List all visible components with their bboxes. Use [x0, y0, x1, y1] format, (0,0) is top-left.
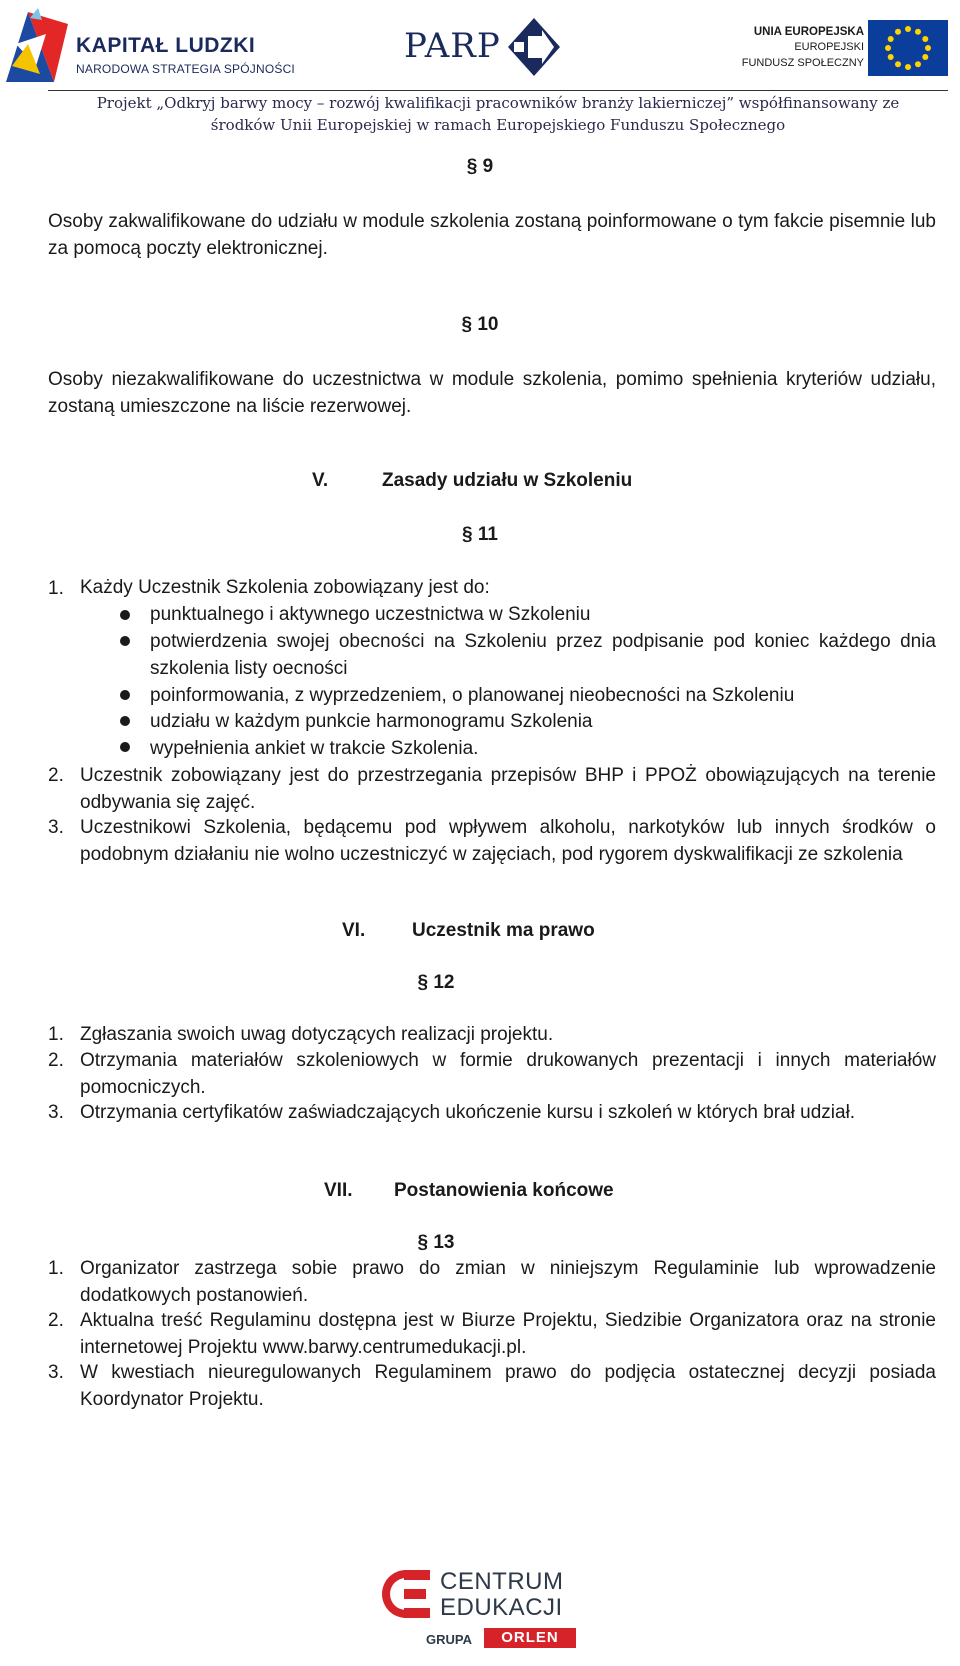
s13-item-1-text: Organizator zastrzega sobie prawo do zmian w niniejszym Regulaminie lub wprowadzenie dodatkowych postanowień.	[80, 1258, 936, 1306]
section-12-heading: § 12	[417, 972, 455, 993]
bullet-dot	[120, 742, 130, 752]
section-10-text: Osoby niezakwalifikowane do uczestnictwa w module szkolenia, pomimo spełnienia kryteriów udziału, zostaną umieszczone na liście rezerwowej.	[48, 369, 936, 417]
kapital-ludzki-emblem-icon	[6, 4, 68, 84]
bullet-dot	[120, 716, 130, 726]
s12-item-2-number: 2.	[48, 1050, 64, 1071]
s11-item-3-text: Uczestnikowi Szkolenia, będącemu pod wpływem alkoholu, narkotyków lub innych środków o podobnym działaniu nie wolno uczestniczyć w zajęciach, pod rygorem dyskwalifikacji ze szkolenia	[80, 817, 936, 865]
kapital-ludzki-subtitle: NARODOWA STRATEGIA SPÓJNOŚCI	[76, 62, 295, 76]
s12-item-3-text: Otrzymania certyfikatów zaświadczających ukończenie kursu i szkoleń w których brał udział.	[80, 1102, 856, 1123]
s13-item-1-number: 1.	[48, 1258, 64, 1279]
bullet-dot	[120, 690, 130, 700]
chapter-7-title: Postanowienia końcowe	[394, 1180, 614, 1201]
parp-wordmark: PARP	[404, 26, 501, 66]
document-header	[0, 0, 960, 90]
section-13-heading: § 13	[417, 1232, 455, 1253]
ue-line-3: FUNDUSZ SPOŁECZNY	[741, 57, 864, 69]
s11-item-2-text: Uczestnik zobowiązany jest do przestrzegania przepisów BHP i PPOŻ obowiązujących na terenie odbywania się zajęć.	[80, 765, 936, 813]
s11-item-1-number: 1.	[48, 578, 64, 599]
chapter-6-number: VI.	[342, 920, 366, 941]
s11-bullet-2: potwierdzenia swojej obecności na Szkoleniu przez podpisanie pod koniec każdego dnia szkolenia listy oecności	[150, 631, 936, 679]
chapter-5-number: V.	[312, 470, 329, 491]
s11-bullet-5: wypełnienia ankiet w trakcie Szkolenia.	[150, 738, 479, 759]
s11-item-3-number: 3.	[48, 817, 64, 838]
chapter-5-title: Zasady udziału w Szkoleniu	[382, 470, 633, 491]
header-divider	[48, 90, 948, 91]
s11-bullet-1: punktualnego i aktywnego uczestnictwa w Szkoleniu	[150, 604, 591, 625]
s12-item-1-number: 1.	[48, 1024, 64, 1045]
section-11-heading: § 11	[462, 524, 498, 545]
project-line-2: środków Unii Europejskiej w ramach Europejskiego Funduszu Społecznego	[210, 116, 786, 134]
s12-item-2-text: Otrzymania materiałów szkoleniowych w formie drukowanych prezentacji i innych materiałów pomocniczych.	[80, 1050, 936, 1098]
edukacji-wordmark: EDUKACJI	[440, 1594, 563, 1621]
s13-item-2-text: Aktualna treść Regulaminu dostępna jest w Biurze Projektu, Siedzibie Organizatora oraz na stronie internetowej Projektu www.barwy.centrumedukacji.pl.	[80, 1310, 936, 1358]
section-9-heading: § 9	[466, 156, 494, 177]
bullet-dot	[120, 610, 130, 620]
parp-arrows-icon	[508, 18, 560, 76]
grupa-label: GRUPA	[426, 1632, 472, 1647]
chapter-6-title: Uczestnik ma prawo	[412, 920, 595, 941]
eu-flag-icon	[868, 20, 948, 76]
orlen-badge: ORLEN	[484, 1628, 576, 1648]
s11-bullet-3: poinformowania, z wyprzedzeniem, o planowanej nieobecności na Szkoleniu	[150, 685, 795, 706]
kapital-ludzki-logo	[6, 4, 306, 88]
eu-logo	[738, 20, 958, 80]
kapital-ludzki-title: KAPITAŁ LUDZKI	[76, 34, 256, 57]
chapter-7-number: VII.	[324, 1180, 353, 1201]
project-line-1: Projekt „Odkryj barwy mocy – rozwój kwalifikacji pracowników branży lakierniczej” współfinansowany ze	[96, 94, 900, 112]
s11-item-2-number: 2.	[48, 765, 64, 786]
ue-line-1: UNIA EUROPEJSKA	[753, 26, 864, 38]
s13-item-3-number: 3.	[48, 1362, 64, 1383]
s13-item-2-number: 2.	[48, 1310, 64, 1331]
s12-item-1-text: Zgłaszania swoich uwag dotyczących realizacji projektu.	[80, 1024, 554, 1045]
s11-bullet-4: udziału w każdym punkcie harmonogramu Szkolenia	[150, 711, 593, 732]
ue-line-2: EUROPEJSKI	[794, 41, 864, 53]
bullet-dot	[120, 636, 130, 646]
section-9-text: Osoby zakwalifikowane do udziału w module szkolenia zostaną poinformowane o tym fakcie pisemnie lub za pomocą poczty elektronicznej.	[48, 211, 936, 259]
parp-logo	[404, 16, 564, 80]
s13-item-3-text: W kwestiach nieuregulowanych Regulaminem prawo do podjęcia ostatecznej decyzji posiada Koordynator Projektu.	[80, 1362, 936, 1410]
centrum-wordmark: CENTRUM	[440, 1568, 564, 1595]
s12-item-3-number: 3.	[48, 1102, 64, 1123]
centrum-edukacji-emblem-icon	[378, 1566, 434, 1622]
s11-item-1-text: Każdy Uczestnik Szkolenia zobowiązany jest do:	[80, 577, 490, 598]
centrum-edukacji-logo	[378, 1566, 578, 1662]
section-10-heading: § 10	[461, 314, 499, 335]
